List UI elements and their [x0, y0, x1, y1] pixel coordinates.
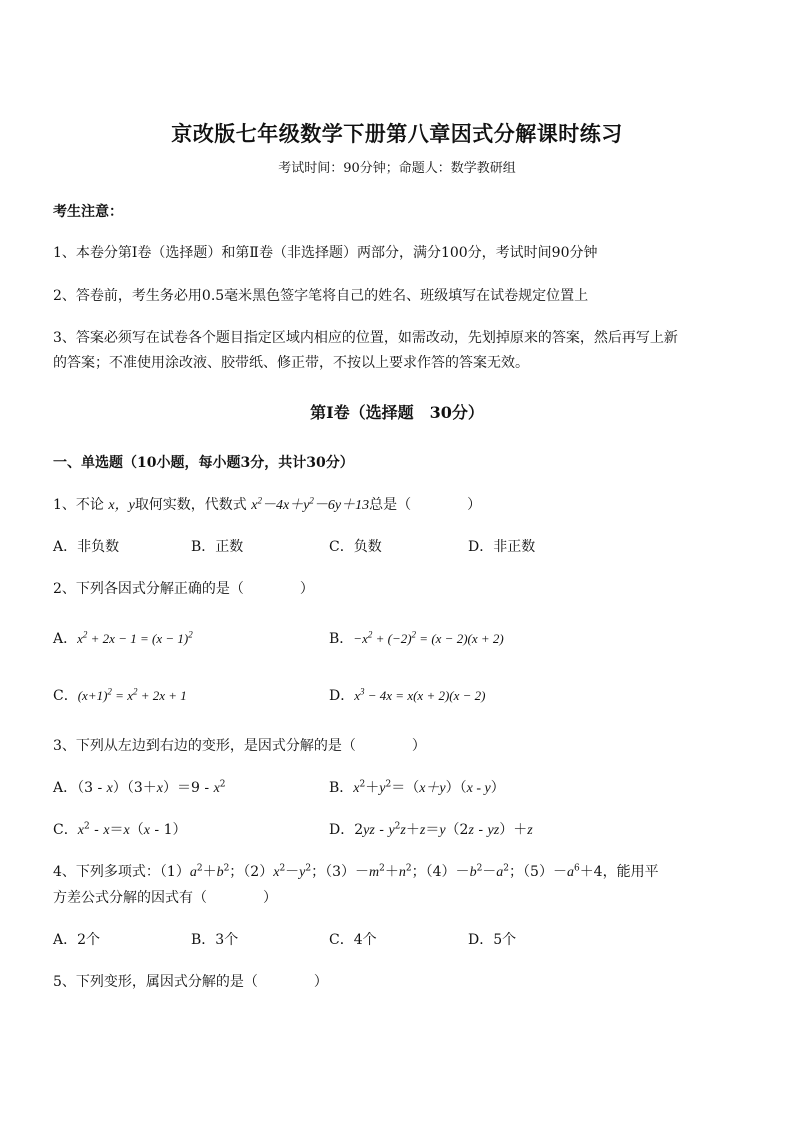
q1-vars: x，y [108, 498, 135, 513]
q2-d-label: D． [329, 688, 355, 704]
q4-var: n [398, 865, 406, 880]
q4-text: ；（5）－ [509, 864, 567, 880]
q4-option-b[interactable]: B．3个 [191, 932, 239, 948]
q4-text: ，能用平 [602, 864, 659, 880]
q3-d-text: D．2 [329, 822, 364, 838]
q1-text-c: 总是（ ） [369, 497, 482, 513]
expr-exp: 2 [188, 629, 193, 640]
q2-option-d[interactable] [329, 685, 486, 705]
q4-exp: 2 [503, 863, 510, 874]
q3-d-var: y [439, 823, 446, 838]
q4-var: a [566, 865, 574, 880]
q4-option-d[interactable]: D．5个 [468, 932, 517, 948]
q3-d-exp: 2 [394, 821, 401, 832]
q3-c-text: （ [129, 822, 144, 838]
q3-c-var: x [143, 823, 150, 838]
question-4-stem [53, 861, 659, 881]
question-3-stem: 3、下列从左边到右边的变形，是因式分解的是（ ） [53, 738, 426, 754]
q3-a-var: x [213, 781, 220, 796]
q4-text: ；（4）－ [411, 864, 470, 880]
q4-exp: 2 [379, 863, 385, 874]
q1-expr-exp: 2 [309, 495, 314, 506]
expr-part: −x [353, 631, 368, 646]
q2-c-expr [78, 688, 187, 703]
part-heading: 一、单选题（10小题，每小题3分，共计30分） [53, 455, 354, 471]
q4-text: 4、下列多项式：（1） [53, 864, 190, 880]
section-title: 第Ⅰ卷（选择题 30分） [310, 403, 484, 422]
notice-item-1: 1、本卷分第Ⅰ卷（选择题）和第Ⅱ卷（非选择题）两部分，满分100分，考试时间90分钟 [53, 245, 598, 261]
q4-exp: 6 [573, 863, 580, 874]
q3-d-var: z [419, 823, 426, 838]
q1-expr-part: －6y＋13 [313, 498, 370, 513]
q1-option-a[interactable]: A．非负数 [53, 539, 120, 555]
q3-b-var: x＋y [419, 781, 446, 796]
q3-option-c[interactable] [53, 819, 187, 839]
q1-expr-exp: 2 [257, 495, 262, 506]
expr-exp: 2 [107, 686, 112, 697]
q3-c-var: x [103, 823, 110, 838]
q1-text-b: 取何实数，代数式 [134, 497, 247, 513]
q3-c-text: - 1） [149, 822, 187, 838]
q4-text: ＋4 [579, 864, 603, 880]
q3-b-exp: 2 [385, 779, 392, 790]
q3-d-var: z [468, 823, 474, 838]
q3-a-var: x [106, 781, 113, 796]
q4-text: ＋ [202, 864, 217, 880]
q3-c-var: x [123, 823, 130, 838]
q2-option-a[interactable] [53, 628, 193, 648]
q4-exp: 2 [196, 863, 203, 874]
q4-text: ；（3）－ [311, 864, 370, 880]
q4-var: m [369, 865, 380, 880]
q3-c-exp: 2 [83, 821, 90, 832]
q4-text: ；（2） [229, 864, 274, 880]
expr-part: + 2x + 1 [137, 688, 187, 703]
expr-exp: 2 [82, 629, 88, 640]
q3-d-var: yz [363, 823, 375, 838]
q3-a-text: ）（3＋ [112, 780, 157, 796]
q3-option-a[interactable] [53, 777, 226, 797]
q4-text: ＋ [384, 864, 399, 880]
q4-exp: 2 [223, 863, 230, 874]
expr-exp: 2 [367, 629, 373, 640]
q4-var: x [273, 865, 280, 880]
q3-b-text: ＝（ [391, 780, 420, 796]
q3-option-b[interactable] [329, 777, 505, 797]
q3-b-exp: 2 [359, 779, 366, 790]
q1-expr-part: x [251, 498, 258, 513]
q3-d-var: y [388, 823, 395, 838]
page-title: 京改版七年级数学下册第八章因式分解课时练习 [171, 121, 623, 146]
expr-part: + 2x − 1 = (x − 1) [87, 631, 189, 646]
q4-exp: 2 [405, 863, 412, 874]
q4-option-c[interactable]: C．4个 [329, 932, 377, 948]
q2-d-expr [354, 688, 485, 703]
q1-option-d[interactable]: D．非正数 [468, 539, 536, 555]
q3-d-var: z [400, 823, 406, 838]
expr-exp: 2 [411, 629, 417, 640]
expr-part: = x [111, 688, 133, 703]
exam-info: 考试时间：90分钟；命题人：数学教研组 [278, 161, 516, 176]
q3-b-var: x - y [466, 781, 491, 796]
expr-exp: 3 [360, 686, 365, 697]
q3-d-text: - [374, 822, 389, 838]
q1-option-c[interactable]: C．负数 [329, 539, 382, 555]
q4-var: b [216, 865, 224, 880]
q3-d-text: ＋ [405, 822, 420, 838]
notice-item-3-cont: 的答案；不准使用涂改液、胶带纸、修正带，不按以上要求作答的答案无效。 [53, 355, 529, 371]
q3-b-var: x [353, 781, 360, 796]
question-1-stem [53, 494, 481, 514]
q2-option-b[interactable] [329, 628, 504, 648]
q3-c-text: C． [53, 822, 78, 838]
q3-d-var: z [527, 823, 533, 838]
expr-part: = (x − 2)(x + 2) [416, 631, 504, 646]
q2-option-c[interactable] [53, 685, 187, 705]
q3-option-d[interactable] [329, 819, 533, 839]
q4-exp: 2 [476, 863, 483, 874]
q3-c-text: - [89, 822, 104, 838]
q4-var: b [469, 865, 477, 880]
q4-text: － [482, 864, 497, 880]
q3-c-text: ＝ [109, 822, 124, 838]
q3-b-text: ＋ [365, 780, 380, 796]
q3-a-var: x [156, 781, 164, 796]
q3-b-var: y [379, 781, 386, 796]
q3-d-var: yz [487, 823, 500, 838]
expr-part: − 4x = x(x + 2)(x − 2) [364, 688, 486, 703]
q4-text: － [285, 864, 300, 880]
q4-option-a[interactable]: A．2个 [53, 932, 101, 948]
notice-item-3: 3、答案必须写在试卷各个题目指定区域内相应的位置，如需改动，先划掉原来的答案，然后再写上新 [53, 330, 678, 346]
question-5-stem: 5、下列变形，属因式分解的是（ ） [53, 974, 328, 990]
expr-part: x [354, 688, 361, 703]
expr-part: (x+1) [77, 688, 108, 703]
q1-expr-part: －4x＋y [261, 498, 310, 513]
q2-a-label: A． [53, 631, 78, 647]
q3-a-exp: 2 [219, 779, 226, 790]
question-2-stem: 2、下列各因式分解正确的是（ ） [53, 581, 314, 597]
question-4-stem-cont: 方差公式分解的因式有（ ） [53, 890, 277, 906]
q2-b-label: B． [329, 631, 354, 647]
q4-var: a [496, 865, 504, 880]
q2-c-label: C． [53, 688, 78, 704]
q3-b-text: ） [490, 780, 505, 796]
q3-d-text: （2 [445, 822, 469, 838]
expr-part: x [77, 631, 83, 646]
q3-d-text: ＝ [425, 822, 440, 838]
q3-c-var: x [77, 823, 84, 838]
q1-expression [251, 495, 370, 513]
q3-d-text: - [473, 822, 488, 838]
q3-a-text: ）＝9 - [163, 780, 214, 796]
q4-var: a [189, 865, 197, 880]
q4-var: y [299, 865, 306, 880]
expr-part: + (−2) [372, 631, 412, 646]
q3-b-text: ）（ [445, 780, 467, 796]
q3-b-text: B． [329, 780, 354, 796]
expr-exp: 2 [132, 686, 138, 697]
q4-exp: 2 [305, 863, 312, 874]
q1-option-b[interactable]: B．正数 [191, 539, 244, 555]
q3-d-text: ）＋ [499, 822, 528, 838]
q3-a-text: A．（3 - [53, 780, 107, 796]
q2-a-expr [77, 631, 193, 646]
q2-b-expr [353, 631, 503, 646]
notice-item-2: 2、答卷前，考生务必用0.5毫米黑色签字笔将自己的姓名、班级填写在试卷规定位置上 [53, 288, 589, 304]
q4-exp: 2 [279, 863, 286, 874]
notice-heading: 考生注意： [53, 204, 123, 220]
q1-text-a: 1、不论 [53, 497, 104, 513]
